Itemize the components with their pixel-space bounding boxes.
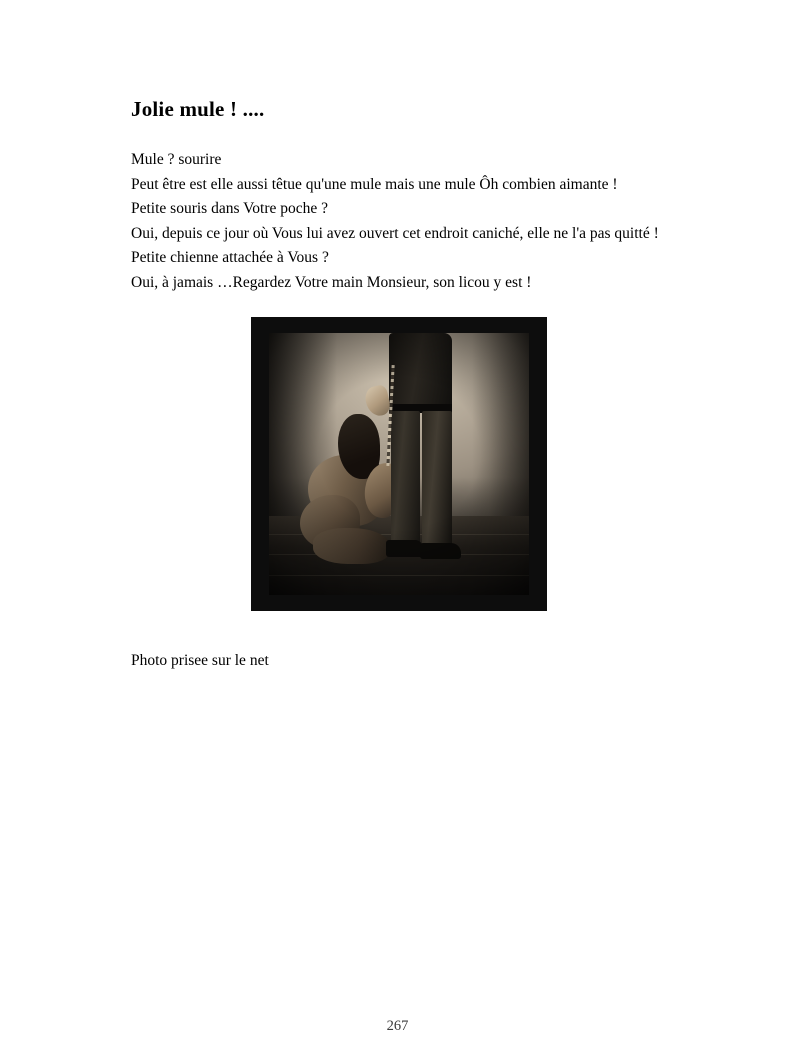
document-content [131,96,671,611]
photo-wall-right-shadow [472,333,529,543]
photo-standing-figure [386,333,464,564]
page-title: Jolie mule ! .... [131,97,265,121]
paragraph-3: Petite souris dans Votre poche ? [131,200,329,217]
figure-caption: Photo prisee sur le net [131,652,269,669]
paragraph-5: Petite chienne attachée à Vous ? [131,249,329,266]
figure [131,317,667,611]
paragraph-4: Oui, depuis ce jour où Vous lui avez ouvert cet endroit caniché, elle ne l'a pas quitté ! [131,224,659,242]
body-text [131,148,667,295]
paragraph-2: Peut être est elle aussi têtue qu'une mule mais une mule Ôh combien aimante ! [131,175,618,193]
paragraph-6: Oui, à jamais …Regardez Votre main Monsieur, son licou y est ! [131,273,532,291]
paragraph-1: Mule ? sourire [131,151,222,168]
page-number: 267 [386,1018,409,1034]
photo-frame [251,317,547,611]
photograph [269,333,529,595]
